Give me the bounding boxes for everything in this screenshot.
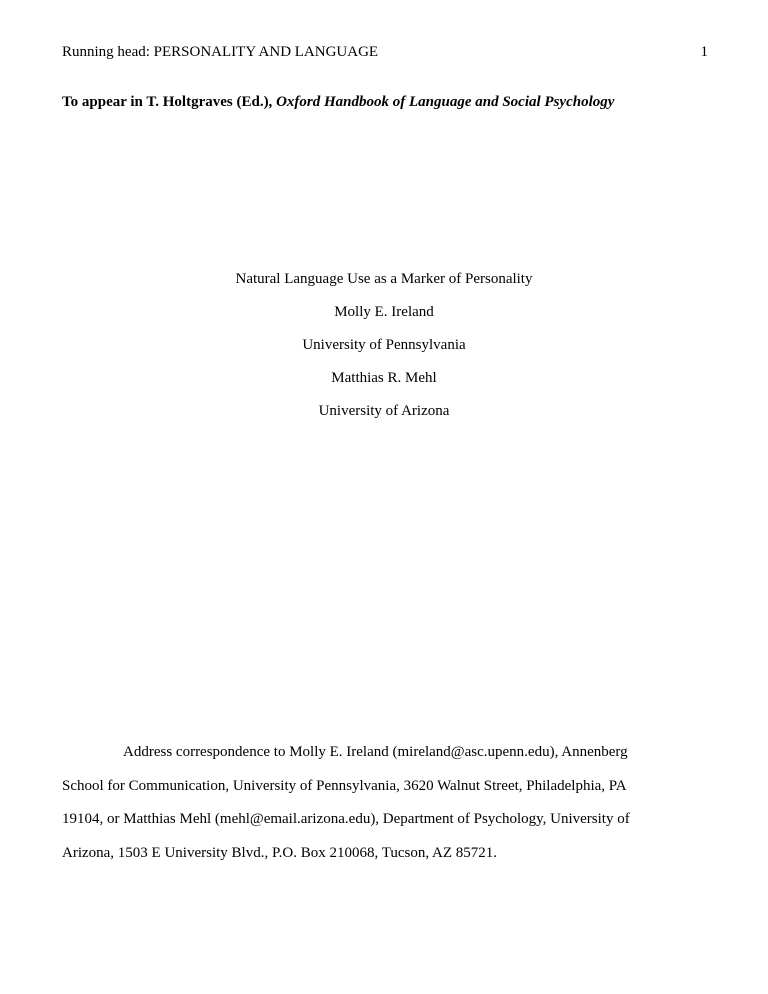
correspondence-line-3: 19104, or Matthias Mehl (mehl@email.arizona.edu), Department of Psychology, University of xyxy=(62,811,630,827)
running-head: Running head: PERSONALITY AND LANGUAGE xyxy=(62,44,379,60)
correspondence-line-1 xyxy=(62,736,710,770)
affiliation-2: University of Arizona xyxy=(318,403,450,419)
correspondence-text-1: Address correspondence to Molly E. Ireland (mireland@asc.upenn.edu), Annenberg xyxy=(123,744,628,760)
title-block xyxy=(0,263,768,428)
correspondence-paragraph xyxy=(62,736,710,870)
book-title: Oxford Handbook of Language and Social Psychology xyxy=(276,94,615,110)
affiliation-1: University of Pennsylvania xyxy=(302,337,466,353)
publication-note-prefix: To appear in T. Holtgraves (Ed.), xyxy=(62,94,277,110)
page-number: 1 xyxy=(700,44,708,60)
publication-note xyxy=(62,94,614,111)
author-1: Molly E. Ireland xyxy=(334,304,434,320)
correspondence-line-2: School for Communication, University of Pennsylvania, 3620 Walnut Street, Philadelphia, PA xyxy=(62,777,627,794)
correspondence-line-4: Arizona, 1503 E University Blvd., P.O. Box 210068, Tucson, AZ 85721. xyxy=(62,844,498,861)
author-2: Matthias R. Mehl xyxy=(331,370,437,386)
paper-title: Natural Language Use as a Marker of Personality xyxy=(235,271,533,287)
